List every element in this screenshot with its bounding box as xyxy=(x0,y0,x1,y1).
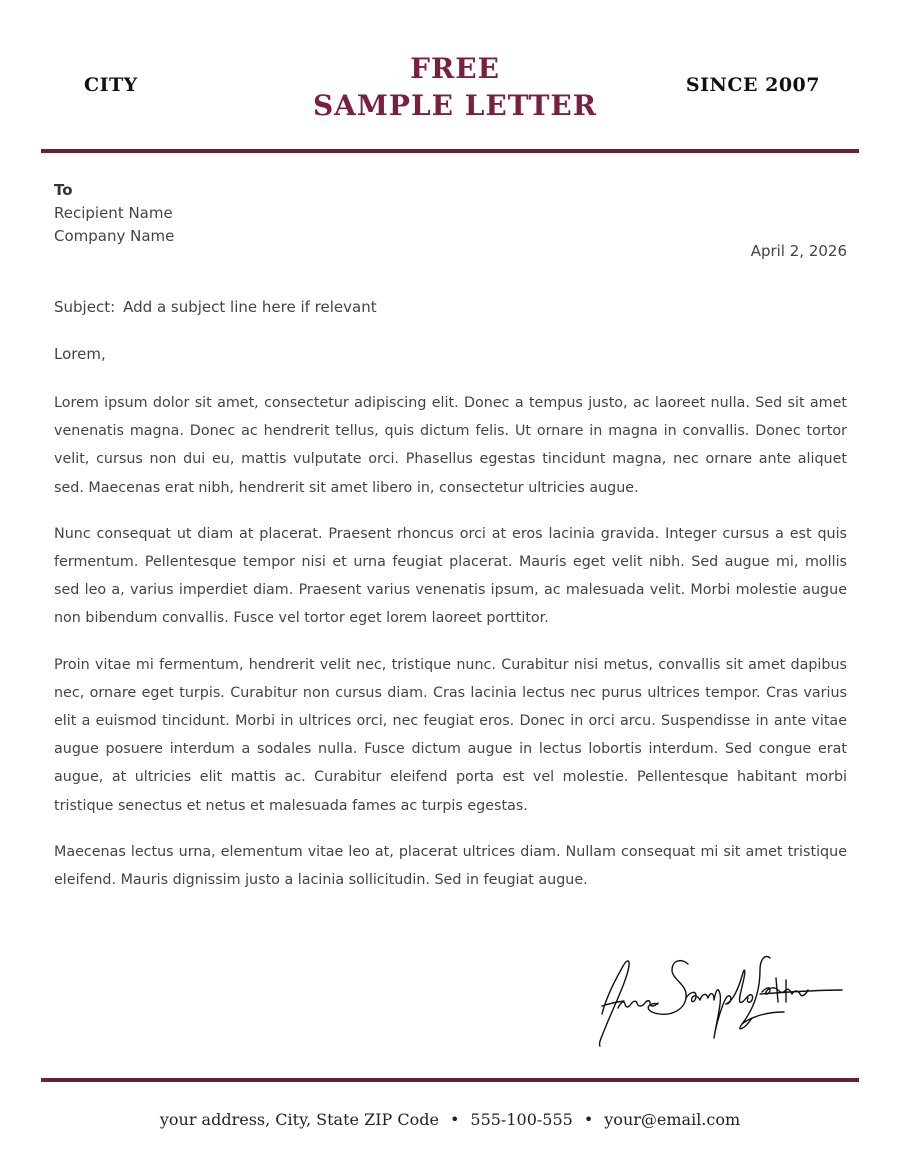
to-label: To xyxy=(54,181,73,199)
top-divider xyxy=(41,149,859,153)
subject-label: Subject: xyxy=(54,298,116,316)
title-line-2: SAMPLE LETTER xyxy=(312,89,598,122)
body-paragraph: Maecenas lectus urna, elementum vitae leo at, placerat ultrices diam. Nullam consequat mi sit amet tristique eleifend. Mauris dignissim justo a lacinia sollicitudin. Sed in feugiat augue. xyxy=(54,843,847,889)
footer-separator: • xyxy=(449,1110,460,1129)
body-paragraph: Lorem ipsum dolor sit amet, consectetur adipiscing elit. Donec a tempus justo, ac laoreet nulla. Sed sit amet venenatis magna. Donec ac hendrerit tellus, quis dictum felis. Ut ornare in magna in convallis. Donec tortor velit, cursus non dui eu, mattis vulputate orci. Phasellus egestas tincidunt magna, nec ornare ante aliquet sed. Maecenas erat nibh, hendrerit sit amet libero in, consectetur ultricies augue. xyxy=(54,395,847,496)
header-since: SINCE 2007 xyxy=(685,74,820,96)
footer-email: your@email.com xyxy=(604,1110,741,1129)
letter-date: April 2, 2026 xyxy=(750,242,847,260)
recipient-company: Company Name xyxy=(54,227,175,245)
footer-contact xyxy=(0,1110,900,1129)
footer-address: your address, City, State ZIP Code xyxy=(159,1110,439,1129)
body-paragraph: Proin vitae mi fermentum, hendrerit velit nec, tristique nunc. Curabitur nisi metus, convallis sit amet dapibus nec, ornare eget turpis. Curabitur non cursus diam. Cras lacinia lectus nec purus ultrices tempor. Cras varius elit a euismod tincidunt. Morbi in ultrices orci, nec feugiat eros. Donec in orci arcu. Suspendisse in ante vitae augue posuere interdum a sodales nulla. Fusce dictum augue in lectus lobortis interdum. Sed congue erat augue, at ultricies elit mattis ac. Curabitur eleifend porta est vel molestie. Pellentesque habitant morbi tristique senectus et netus et malesuada fames ac turpis egestas. xyxy=(54,656,847,814)
recipient-name: Recipient Name xyxy=(54,204,173,222)
subject-line xyxy=(54,298,377,316)
bottom-divider xyxy=(41,1078,859,1082)
title-line-1: FREE xyxy=(410,52,500,85)
header-city: CITY xyxy=(84,74,138,96)
footer-phone: 555-100-555 xyxy=(470,1110,573,1129)
footer-separator: • xyxy=(583,1110,594,1129)
body-paragraph: Nunc consequat ut diam at placerat. Praesent rhoncus orci at eros lacinia gravida. Integer cursus a est quis fermentum. Pellentesque tempor nisi et urna feugiat placerat. Mauris eget velit nibh. Sed augue mi, mollis sed leo a, varius imperdiet diam. Praesent varius venenatis ipsum, ac malesuada velit. Morbi molestie augue non bibendum convallis. Fusce vel tortor eget lorem laoreet porttitor. xyxy=(54,525,847,627)
letter-body xyxy=(54,389,847,912)
salutation: Lorem, xyxy=(54,345,106,363)
subject-text: Add a subject line here if relevant xyxy=(123,298,377,316)
signature-icon xyxy=(592,946,847,1052)
